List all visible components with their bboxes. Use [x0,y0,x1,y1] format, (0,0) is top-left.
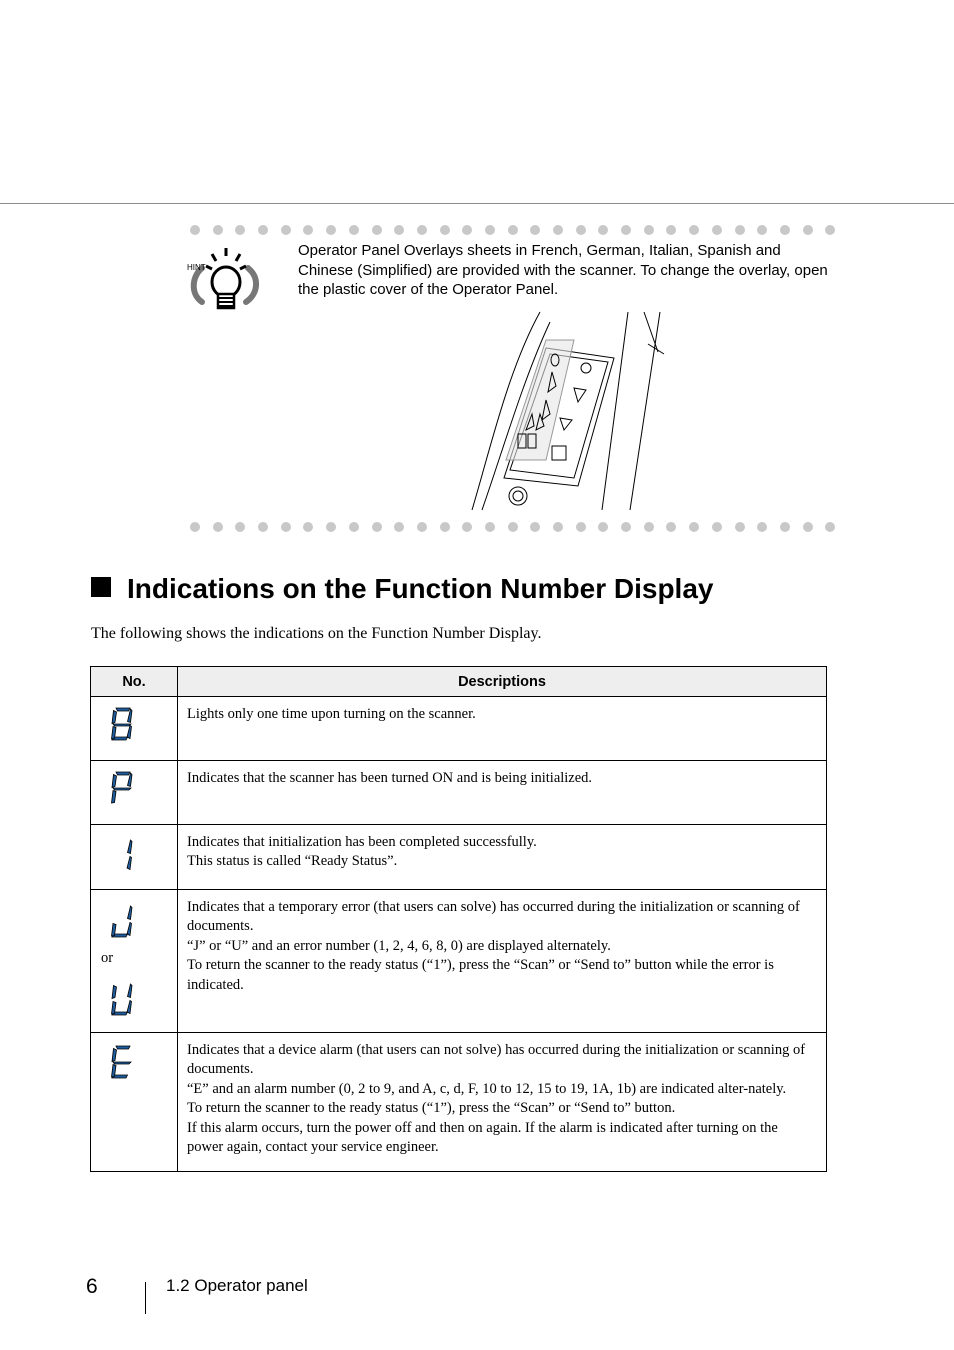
description-cell [178,1033,827,1172]
section-intro: The following shows the indications on the Function Number Display. [91,625,542,642]
table-row [91,825,827,890]
footer-divider [145,1282,146,1314]
description-line: To return the scanner to the ready status (“1”), press the “Scan” or “Send to” button. [187,1100,676,1117]
hint-bottom-dotted-border [190,522,836,534]
border-dot [485,522,495,532]
border-dot [258,522,268,532]
border-dot [326,522,336,532]
border-dot [598,225,608,235]
border-dot [712,522,722,532]
border-dot [235,225,245,235]
border-dot [780,225,790,235]
border-dot [712,225,722,235]
border-dot [825,225,835,235]
border-dot [190,522,200,532]
column-header-descriptions: Descriptions [178,667,827,697]
border-dot [394,522,404,532]
description-line: Indicates that initialization has been completed successfully. [187,834,537,850]
table-row [91,697,827,761]
border-dot [803,225,813,235]
footer-section-title: 1.2 Operator panel [166,1276,308,1295]
description-line: “J” or “U” and an error number (1, 2, 4, 6, 8, 0) are displayed alternately. [187,937,611,954]
border-dot [372,522,382,532]
border-dot [349,225,359,235]
segment-digit-p-icon [110,770,134,806]
description-line: Lights only one time upon turning on the scanner. [187,706,476,722]
number-cell [91,1033,178,1172]
description-line: Indicates that a temporary error (that users can solve) has occurred during the initialization or scanning of documents. [187,899,800,935]
border-dot [666,225,676,235]
border-dot [440,225,450,235]
table-row [91,761,827,825]
segment-c [127,923,132,936]
border-dot [757,225,767,235]
border-dot [440,522,450,532]
description-cell [178,761,827,825]
or-label: or [101,950,114,966]
border-dot [417,522,427,532]
table-row [91,1033,827,1172]
header-rule [0,203,954,204]
number-cell [91,890,178,1033]
border-dot [735,522,745,532]
border-dot [258,225,268,235]
function-number-table [90,666,827,1172]
border-dot [530,225,540,235]
border-dot [735,225,745,235]
segment-f [112,986,117,999]
description-cell [178,825,827,890]
description-line: Indicates that the scanner has been turned ON and is being initialized. [187,770,593,786]
segment-f [112,711,117,724]
table-row [91,890,827,1033]
hint-top-dotted-border [190,225,836,237]
lightbulb-icon [186,244,266,316]
segment-c [127,857,132,870]
border-dot [825,522,835,532]
hint-label: HINT [187,263,206,272]
segment-a [116,708,130,711]
border-dot [372,225,382,235]
border-dot [598,522,608,532]
segment-a [116,1046,130,1049]
border-dot [689,522,699,532]
border-dot [213,225,223,235]
border-dot [780,522,790,532]
border-dot [553,225,563,235]
page-number: 6 [86,1275,98,1298]
number-cell [91,825,178,890]
segment-g [113,788,131,790]
segment-f [112,775,117,788]
border-dot [394,225,404,235]
border-dot [213,522,223,532]
description-line: This status is called “Ready Status”. [187,853,398,870]
table-header-row [91,667,827,697]
border-dot [553,522,563,532]
border-dot [508,225,518,235]
border-dot [303,522,313,532]
description-line: Indicates that a device alarm (that users can not solve) has occurred during the initialization or scanning of documents. [187,1042,806,1078]
border-dot [576,522,586,532]
border-dot [530,522,540,532]
border-dot [349,522,359,532]
segment-g [113,724,131,726]
border-dot [803,522,813,532]
segment-b [128,984,133,998]
segment-c [127,1001,132,1014]
segment-c [127,726,132,739]
segment-a [116,772,130,775]
border-dot [621,225,631,235]
segment-f [112,1049,117,1062]
border-dot [621,522,631,532]
segment-b [128,840,133,854]
segment-b [128,906,133,920]
border-dot [757,522,767,532]
number-cell [91,761,178,825]
scanner-operator-panel-illustration [468,310,668,512]
segment-digit-e-icon [110,1044,134,1080]
description-cell [178,697,827,761]
segment-digit-8-icon [110,706,134,742]
border-dot [417,225,427,235]
border-dot [576,225,586,235]
border-dot [485,225,495,235]
border-dot [689,225,699,235]
column-header-no: No. [91,667,178,697]
border-dot [644,522,654,532]
description-line: If this alarm occurs, turn the power off and then on again. If the alarm is indicated after turning on the power again, contact your service engineer. [187,1119,778,1156]
border-dot [190,225,200,235]
description-line: “E” and an alarm number (0, 2 to 9, and A, c, d, F, 10 to 12, 15 to 19, 1A, 1b) are indicated alter-nately. [187,1080,787,1097]
number-cell [91,697,178,761]
border-dot [303,225,313,235]
segment-digit-u-icon [110,981,134,1017]
border-dot [235,522,245,532]
border-dot [462,522,472,532]
description-line: To return the scanner to the ready status (“1”), press the “Scan” or “Send to” button while the error is indicated. [187,957,774,993]
border-dot [281,522,291,532]
heading-square-bullet [91,577,111,597]
border-dot [644,225,654,235]
segment-digit-1-icon [110,837,134,873]
description-cell [178,890,827,1033]
border-dot [666,522,676,532]
border-dot [462,225,472,235]
border-dot [281,225,291,235]
segment-digit-j-icon [110,903,134,939]
segment-g [113,1062,131,1064]
segment-e [112,791,117,804]
section-heading [91,569,713,609]
section-title: Indications on the Function Number Display [127,573,714,604]
hint-text: Operator Panel Overlays sheets in French, German, Italian, Spanish and Chinese (Simplified) are provided with the scanner. To change the overlay, open the plastic cover of the Operator Panel. [298,242,828,298]
border-dot [326,225,336,235]
border-dot [508,522,518,532]
